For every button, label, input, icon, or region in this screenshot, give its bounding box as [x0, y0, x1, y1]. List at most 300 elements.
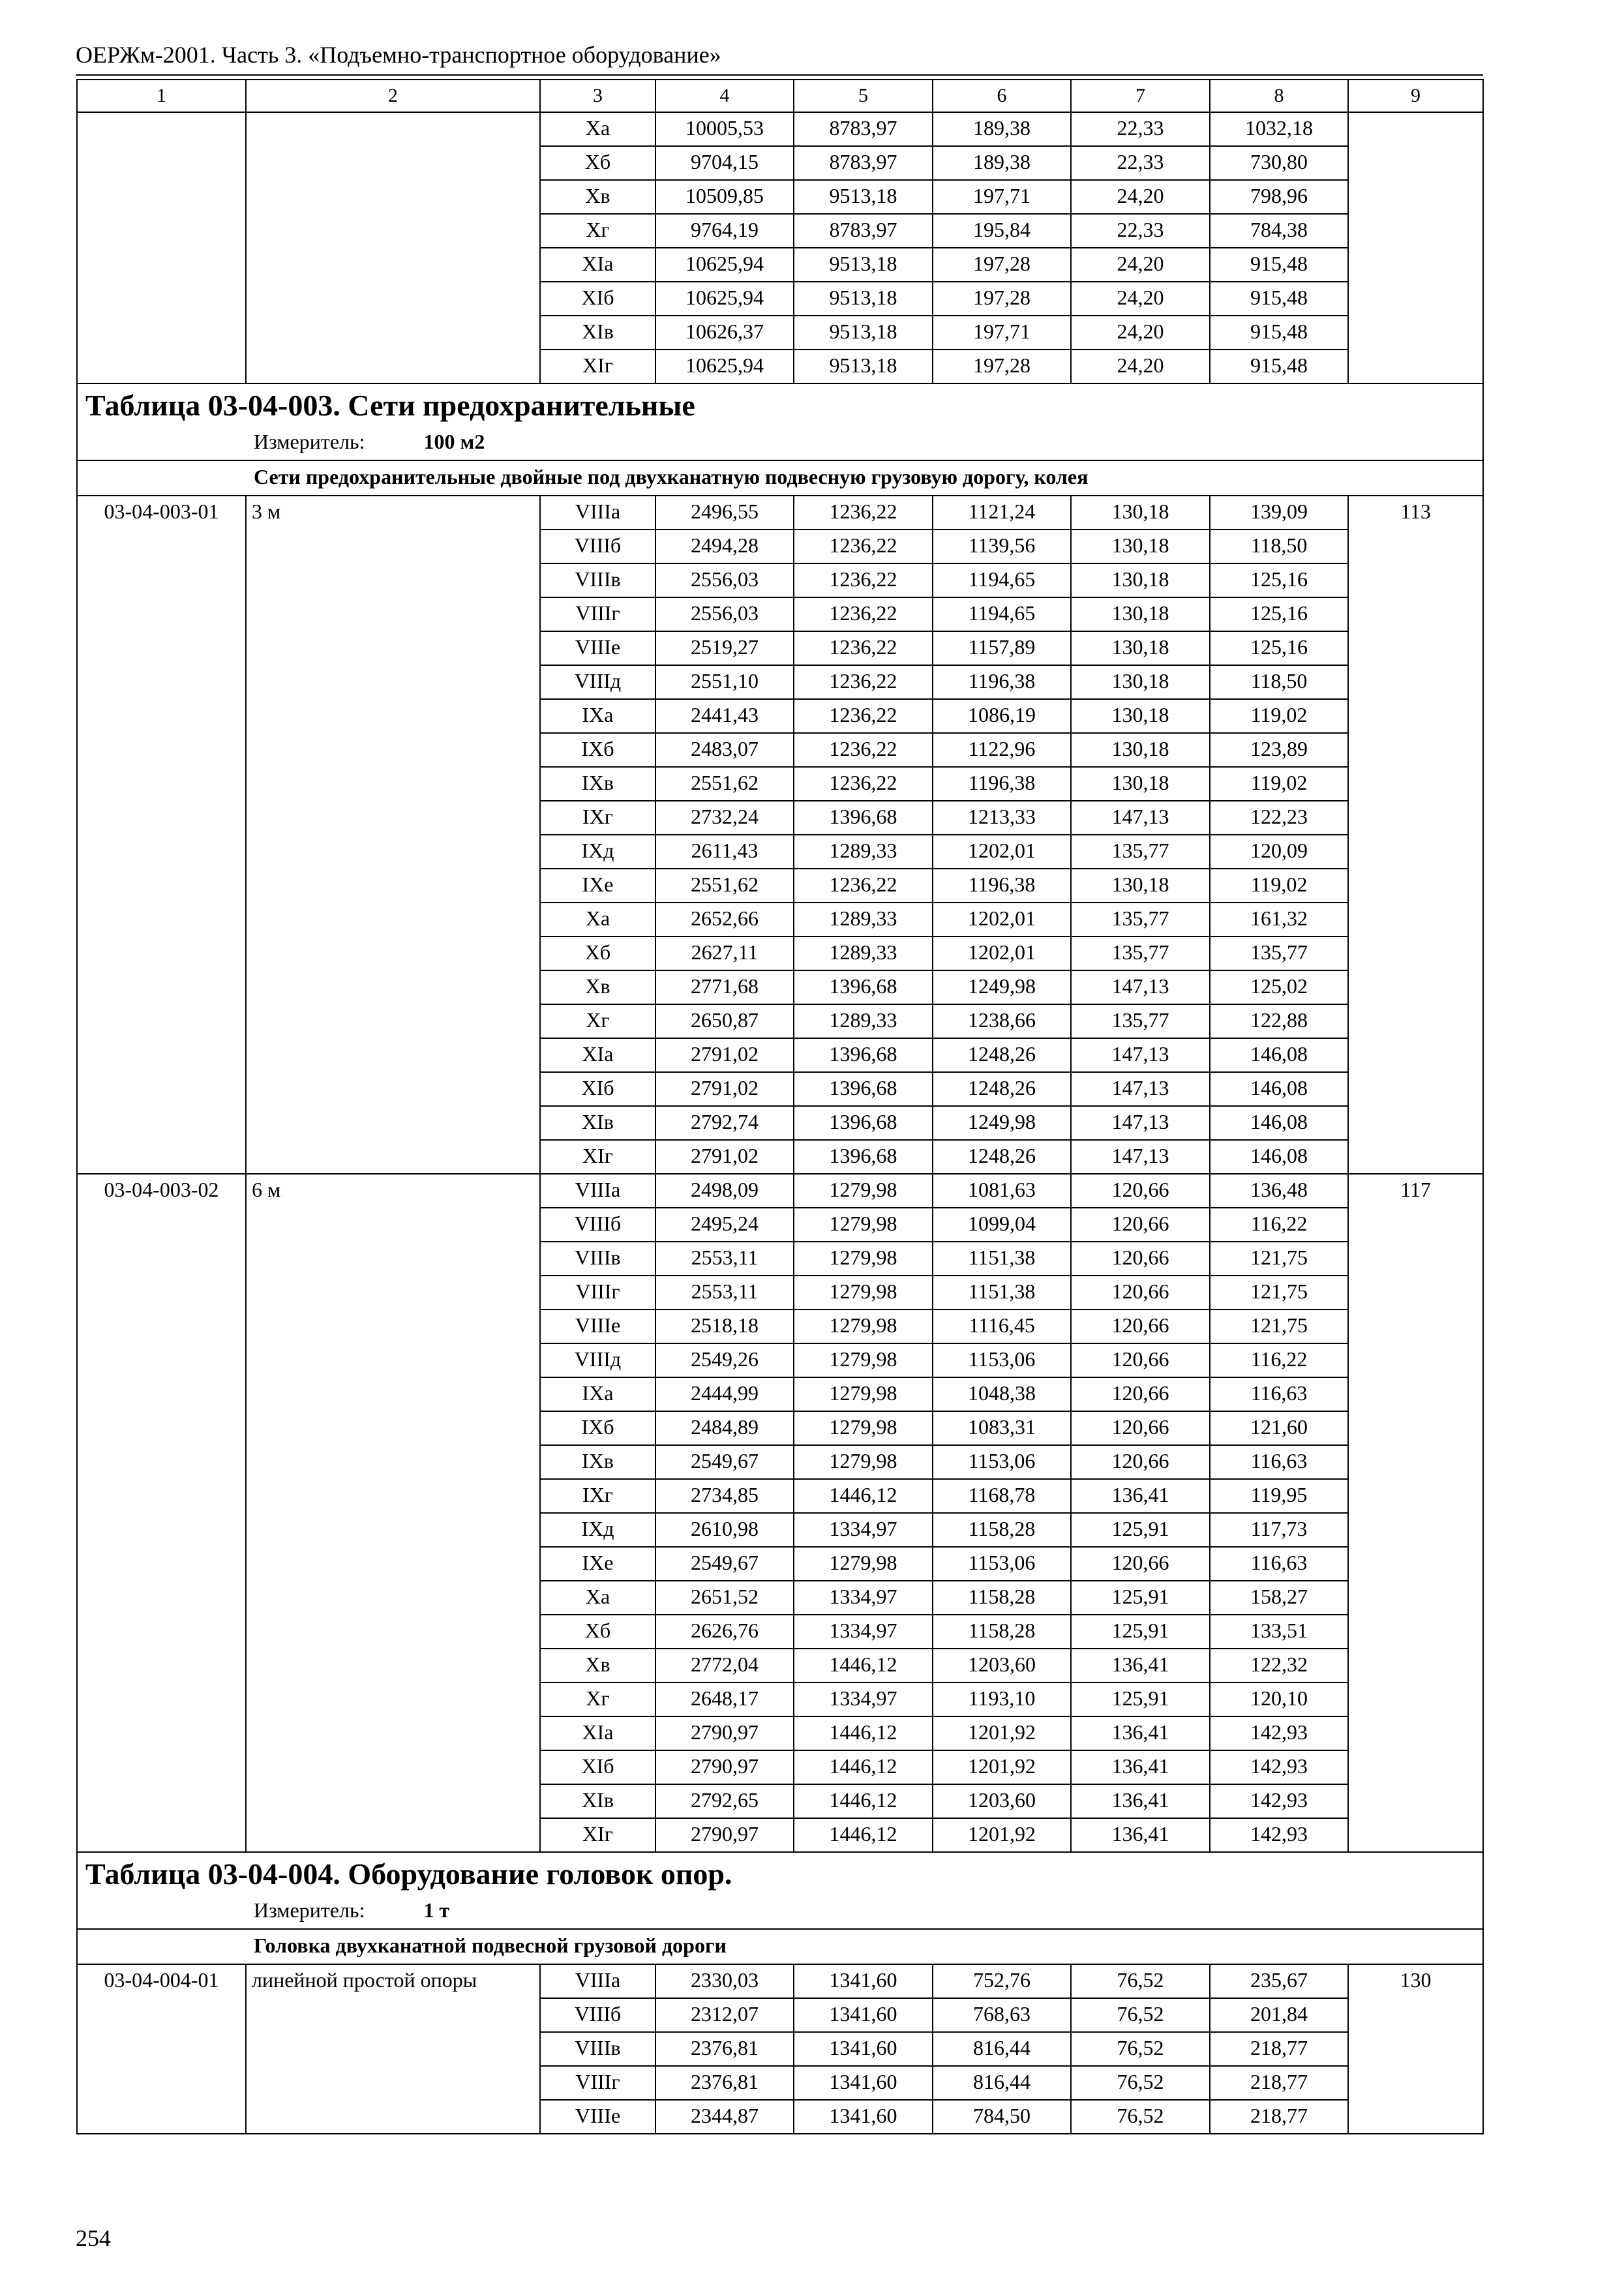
value-cell: 197,71: [933, 180, 1071, 214]
value-cell: 1279,98: [794, 1343, 933, 1377]
value-cell: 2790,97: [655, 1716, 794, 1750]
value-cell: 8783,97: [794, 146, 933, 180]
table-title: Таблица 03-04-003. Сети предохранительные: [77, 383, 1483, 426]
value-cell: 2556,03: [655, 563, 794, 597]
value-cell: 146,08: [1210, 1106, 1348, 1140]
value-cell: 2734,85: [655, 1479, 794, 1513]
value-cell: 1048,38: [933, 1377, 1071, 1411]
value-cell: 1158,28: [933, 1615, 1071, 1649]
value-cell: 130,18: [1071, 869, 1210, 903]
value-cell: 2494,28: [655, 530, 794, 563]
value-cell: 146,08: [1210, 1140, 1348, 1174]
value-cell: 136,41: [1071, 1649, 1210, 1683]
value-cell: 118,50: [1210, 665, 1348, 699]
value-cell: 9513,18: [794, 282, 933, 316]
value-cell: 9704,15: [655, 146, 794, 180]
value-cell: 130,18: [1071, 699, 1210, 733]
value-cell: 22,33: [1071, 214, 1210, 248]
value-cell: 2376,81: [655, 2066, 794, 2100]
column-number: 4: [655, 80, 794, 112]
value-cell: 730,80: [1210, 146, 1348, 180]
value-cell: 76,52: [1071, 2066, 1210, 2100]
value-cell: 8783,97: [794, 214, 933, 248]
value-cell: 2518,18: [655, 1309, 794, 1343]
value-cell: 1334,97: [794, 1615, 933, 1649]
value-cell: 2483,07: [655, 733, 794, 767]
zone-cell: Xа: [540, 112, 655, 146]
value-cell: 1446,12: [794, 1649, 933, 1683]
zone-cell: Xб: [540, 146, 655, 180]
value-cell: 1196,38: [933, 869, 1071, 903]
value-cell: 197,28: [933, 248, 1071, 282]
value-cell: 1032,18: [1210, 112, 1348, 146]
zone-cell: VIIIб: [540, 1998, 655, 2032]
table-row: [77, 1964, 1483, 1998]
value-cell: 1099,04: [933, 1208, 1071, 1242]
value-cell: 1236,22: [794, 767, 933, 801]
value-cell: 125,16: [1210, 631, 1348, 665]
value-cell: 136,41: [1071, 1716, 1210, 1750]
zone-cell: VIIIг: [540, 2066, 655, 2100]
value-cell: 1446,12: [794, 1818, 933, 1852]
value-cell: 122,32: [1210, 1649, 1348, 1683]
value-cell: 9513,18: [794, 248, 933, 282]
value-cell: 22,33: [1071, 112, 1210, 146]
value-cell: 816,44: [933, 2032, 1071, 2066]
value-cell: 120,10: [1210, 1683, 1348, 1716]
value-cell: 2495,24: [655, 1208, 794, 1242]
value-cell: 1236,22: [794, 597, 933, 631]
item-col9: 117: [1348, 1174, 1483, 1852]
zone-cell: Xа: [540, 1581, 655, 1615]
item-description: линейной простой опоры: [246, 1964, 540, 2134]
zone-cell: VIIIб: [540, 1208, 655, 1242]
rates-table-body: [77, 80, 1483, 2134]
zone-cell: VIIIв: [540, 2032, 655, 2066]
value-cell: 2790,97: [655, 1818, 794, 1852]
item-description: 3 м: [246, 496, 540, 1174]
value-cell: 1083,31: [933, 1411, 1071, 1445]
value-cell: 2551,62: [655, 869, 794, 903]
unit-label: Измеритель:: [254, 430, 365, 453]
value-cell: 218,77: [1210, 2100, 1348, 2134]
item-col9: 130: [1348, 1964, 1483, 2134]
col9-cell: [1348, 112, 1483, 383]
value-cell: 1157,89: [933, 631, 1071, 665]
value-cell: 2519,27: [655, 631, 794, 665]
value-cell: 116,22: [1210, 1208, 1348, 1242]
zone-cell: IXг: [540, 1479, 655, 1513]
zone-cell: XIб: [540, 1750, 655, 1784]
value-cell: 1151,38: [933, 1242, 1071, 1276]
value-cell: 147,13: [1071, 970, 1210, 1004]
rates-table: [76, 79, 1484, 2134]
value-cell: 2732,24: [655, 801, 794, 835]
value-cell: 1396,68: [794, 1140, 933, 1174]
zone-cell: VIIIа: [540, 496, 655, 530]
value-cell: 1236,22: [794, 631, 933, 665]
value-cell: 1201,92: [933, 1716, 1071, 1750]
value-cell: 1151,38: [933, 1276, 1071, 1309]
value-cell: 1139,56: [933, 530, 1071, 563]
zone-cell: Xг: [540, 214, 655, 248]
value-cell: 2792,74: [655, 1106, 794, 1140]
value-cell: 9513,18: [794, 316, 933, 350]
value-cell: 1158,28: [933, 1513, 1071, 1547]
value-cell: 119,02: [1210, 767, 1348, 801]
value-cell: 130,18: [1071, 733, 1210, 767]
zone-cell: XIв: [540, 316, 655, 350]
value-cell: 1236,22: [794, 665, 933, 699]
value-cell: 1203,60: [933, 1649, 1071, 1683]
value-cell: 1121,24: [933, 496, 1071, 530]
value-cell: 9513,18: [794, 350, 933, 383]
value-cell: 1249,98: [933, 1106, 1071, 1140]
value-cell: 130,18: [1071, 665, 1210, 699]
value-cell: 116,63: [1210, 1547, 1348, 1581]
unit-cell: [77, 1894, 1483, 1929]
value-cell: 1334,97: [794, 1581, 933, 1615]
subtitle-row: [77, 1929, 1483, 1964]
value-cell: 1396,68: [794, 1038, 933, 1072]
value-cell: 2650,87: [655, 1004, 794, 1038]
value-cell: 1446,12: [794, 1479, 933, 1513]
value-cell: 1289,33: [794, 903, 933, 936]
zone-cell: XIа: [540, 1038, 655, 1072]
value-cell: 1289,33: [794, 936, 933, 970]
value-cell: 1122,96: [933, 733, 1071, 767]
value-cell: 2344,87: [655, 2100, 794, 2134]
value-cell: 1396,68: [794, 1072, 933, 1106]
zone-cell: VIIIг: [540, 597, 655, 631]
value-cell: 10005,53: [655, 112, 794, 146]
value-cell: 1341,60: [794, 1964, 933, 1998]
column-number: 3: [540, 80, 655, 112]
value-cell: 2791,02: [655, 1038, 794, 1072]
value-cell: 1236,22: [794, 530, 933, 563]
value-cell: 768,63: [933, 1998, 1071, 2032]
column-number: 9: [1348, 80, 1483, 112]
zone-cell: VIIIе: [540, 2100, 655, 2134]
value-cell: 1334,97: [794, 1513, 933, 1547]
value-cell: 24,20: [1071, 248, 1210, 282]
item-code: 03-04-004-01: [77, 1964, 246, 2134]
zone-cell: XIа: [540, 1716, 655, 1750]
value-cell: 130,18: [1071, 767, 1210, 801]
value-cell: 1086,19: [933, 699, 1071, 733]
value-cell: 1116,45: [933, 1309, 1071, 1343]
value-cell: 130,18: [1071, 631, 1210, 665]
value-cell: 147,13: [1071, 1140, 1210, 1174]
value-cell: 2441,43: [655, 699, 794, 733]
zone-cell: Xв: [540, 970, 655, 1004]
value-cell: 147,13: [1071, 1038, 1210, 1072]
value-cell: 147,13: [1071, 1072, 1210, 1106]
zone-cell: XIб: [540, 1072, 655, 1106]
value-cell: 1279,98: [794, 1242, 933, 1276]
value-cell: 2652,66: [655, 903, 794, 936]
value-cell: 1279,98: [794, 1309, 933, 1343]
zone-cell: IXа: [540, 699, 655, 733]
column-number: 1: [77, 80, 246, 112]
value-cell: 2627,11: [655, 936, 794, 970]
zone-cell: IXб: [540, 733, 655, 767]
value-cell: 146,08: [1210, 1072, 1348, 1106]
value-cell: 915,48: [1210, 316, 1348, 350]
value-cell: 2553,11: [655, 1242, 794, 1276]
value-cell: 119,02: [1210, 869, 1348, 903]
value-cell: 2610,98: [655, 1513, 794, 1547]
value-cell: 136,41: [1071, 1479, 1210, 1513]
value-cell: 76,52: [1071, 1964, 1210, 1998]
value-cell: 2791,02: [655, 1140, 794, 1174]
value-cell: 10625,94: [655, 350, 794, 383]
value-cell: 120,66: [1071, 1377, 1210, 1411]
value-cell: 123,89: [1210, 733, 1348, 767]
value-cell: 1236,22: [794, 869, 933, 903]
value-cell: 197,28: [933, 350, 1071, 383]
value-cell: 2626,76: [655, 1615, 794, 1649]
zone-cell: VIIIв: [540, 1242, 655, 1276]
value-cell: 1279,98: [794, 1208, 933, 1242]
item-description: 6 м: [246, 1174, 540, 1852]
value-cell: 10626,37: [655, 316, 794, 350]
value-cell: 116,22: [1210, 1343, 1348, 1377]
value-cell: 1168,78: [933, 1479, 1071, 1513]
value-cell: 1248,26: [933, 1038, 1071, 1072]
column-number: 7: [1071, 80, 1210, 112]
value-cell: 121,75: [1210, 1276, 1348, 1309]
zone-cell: IXв: [540, 767, 655, 801]
value-cell: 2651,52: [655, 1581, 794, 1615]
table-row: [77, 112, 1483, 146]
zone-cell: IXб: [540, 1411, 655, 1445]
value-cell: 2556,03: [655, 597, 794, 631]
value-cell: 135,77: [1071, 903, 1210, 936]
value-cell: 201,84: [1210, 1998, 1348, 2032]
value-cell: 76,52: [1071, 1998, 1210, 2032]
value-cell: 816,44: [933, 2066, 1071, 2100]
column-number-row: [77, 80, 1483, 112]
value-cell: 125,16: [1210, 597, 1348, 631]
value-cell: 24,20: [1071, 282, 1210, 316]
value-cell: 2611,43: [655, 835, 794, 869]
value-cell: 1196,38: [933, 767, 1071, 801]
value-cell: 2771,68: [655, 970, 794, 1004]
value-cell: 120,66: [1071, 1411, 1210, 1445]
value-cell: 915,48: [1210, 350, 1348, 383]
value-cell: 116,63: [1210, 1445, 1348, 1479]
value-cell: 1194,65: [933, 597, 1071, 631]
value-cell: 218,77: [1210, 2066, 1348, 2100]
value-cell: 235,67: [1210, 1964, 1348, 1998]
value-cell: 121,60: [1210, 1411, 1348, 1445]
value-cell: 1396,68: [794, 801, 933, 835]
value-cell: 1236,22: [794, 733, 933, 767]
value-cell: 1334,97: [794, 1683, 933, 1716]
page-header: ОЕРЖм-2001. Часть 3. «Подъемно-транспортное оборудование»: [76, 42, 721, 68]
value-cell: 120,66: [1071, 1547, 1210, 1581]
value-cell: 2790,97: [655, 1750, 794, 1784]
zone-cell: VIIIе: [540, 631, 655, 665]
zone-cell: Xа: [540, 903, 655, 936]
value-cell: 1193,10: [933, 1683, 1071, 1716]
zone-cell: Xб: [540, 1615, 655, 1649]
zone-cell: IXг: [540, 801, 655, 835]
value-cell: 136,41: [1071, 1750, 1210, 1784]
value-cell: 125,91: [1071, 1615, 1210, 1649]
value-cell: 1213,33: [933, 801, 1071, 835]
value-cell: 1396,68: [794, 1106, 933, 1140]
value-cell: 142,93: [1210, 1750, 1348, 1784]
value-cell: 122,88: [1210, 1004, 1348, 1038]
value-cell: 125,91: [1071, 1581, 1210, 1615]
value-cell: 1279,98: [794, 1411, 933, 1445]
value-cell: 798,96: [1210, 180, 1348, 214]
value-cell: 1248,26: [933, 1072, 1071, 1106]
value-cell: 135,77: [1071, 835, 1210, 869]
zone-cell: Xб: [540, 936, 655, 970]
zone-cell: Xг: [540, 1683, 655, 1716]
value-cell: 120,66: [1071, 1343, 1210, 1377]
item-col9: 113: [1348, 496, 1483, 1174]
value-cell: 1203,60: [933, 1784, 1071, 1818]
value-cell: 218,77: [1210, 2032, 1348, 2066]
value-cell: 1202,01: [933, 835, 1071, 869]
value-cell: 120,66: [1071, 1242, 1210, 1276]
value-cell: 142,93: [1210, 1784, 1348, 1818]
value-cell: 197,28: [933, 282, 1071, 316]
column-number: 2: [246, 80, 540, 112]
table-row: [77, 1174, 1483, 1208]
value-cell: 119,02: [1210, 699, 1348, 733]
value-cell: 1201,92: [933, 1818, 1071, 1852]
zone-cell: XIв: [540, 1784, 655, 1818]
zone-cell: XIб: [540, 282, 655, 316]
value-cell: 1196,38: [933, 665, 1071, 699]
value-cell: 2791,02: [655, 1072, 794, 1106]
value-cell: 2648,17: [655, 1683, 794, 1716]
value-cell: 1279,98: [794, 1547, 933, 1581]
value-cell: 117,73: [1210, 1513, 1348, 1547]
zone-cell: Xг: [540, 1004, 655, 1038]
value-cell: 136,41: [1071, 1818, 1210, 1852]
value-cell: 1158,28: [933, 1581, 1071, 1615]
value-cell: 142,93: [1210, 1818, 1348, 1852]
value-cell: 10625,94: [655, 248, 794, 282]
unit-row: [77, 1894, 1483, 1929]
zone-cell: VIIIа: [540, 1964, 655, 1998]
value-cell: 139,09: [1210, 496, 1348, 530]
value-cell: 915,48: [1210, 282, 1348, 316]
page-number: 254: [76, 2225, 111, 2251]
value-cell: 2496,55: [655, 496, 794, 530]
value-cell: 147,13: [1071, 801, 1210, 835]
value-cell: 1153,06: [933, 1445, 1071, 1479]
value-cell: 120,66: [1071, 1445, 1210, 1479]
value-cell: 2484,89: [655, 1411, 794, 1445]
zone-cell: XIг: [540, 1140, 655, 1174]
value-cell: 1238,66: [933, 1004, 1071, 1038]
value-cell: 135,77: [1210, 936, 1348, 970]
value-cell: 10625,94: [655, 282, 794, 316]
value-cell: 2498,09: [655, 1174, 794, 1208]
value-cell: 784,50: [933, 2100, 1071, 2134]
value-cell: 130,18: [1071, 496, 1210, 530]
value-cell: 120,66: [1071, 1309, 1210, 1343]
value-cell: 24,20: [1071, 350, 1210, 383]
value-cell: 121,75: [1210, 1309, 1348, 1343]
value-cell: 189,38: [933, 146, 1071, 180]
value-cell: 2330,03: [655, 1964, 794, 1998]
item-code: 03-04-003-02: [77, 1174, 246, 1852]
value-cell: 133,51: [1210, 1615, 1348, 1649]
value-cell: 1236,22: [794, 496, 933, 530]
value-cell: 1279,98: [794, 1377, 933, 1411]
value-cell: 121,75: [1210, 1242, 1348, 1276]
value-cell: 9764,19: [655, 214, 794, 248]
value-cell: 2444,99: [655, 1377, 794, 1411]
value-cell: 76,52: [1071, 2100, 1210, 2134]
value-cell: 915,48: [1210, 248, 1348, 282]
value-cell: 10509,85: [655, 180, 794, 214]
value-cell: 784,38: [1210, 214, 1348, 248]
value-cell: 1341,60: [794, 2100, 933, 2134]
value-cell: 1279,98: [794, 1276, 933, 1309]
value-cell: 189,38: [933, 112, 1071, 146]
code-cell: [77, 112, 246, 383]
column-number: 6: [933, 80, 1071, 112]
table-subtitle: Головка двухканатной подвесной грузовой дороги: [77, 1929, 1483, 1964]
value-cell: 158,27: [1210, 1581, 1348, 1615]
zone-cell: XIг: [540, 350, 655, 383]
value-cell: 1446,12: [794, 1784, 933, 1818]
zone-cell: IXе: [540, 869, 655, 903]
item-code: 03-04-003-01: [77, 496, 246, 1174]
value-cell: 119,95: [1210, 1479, 1348, 1513]
zone-cell: IXд: [540, 1513, 655, 1547]
value-cell: 135,77: [1071, 936, 1210, 970]
value-cell: 2551,10: [655, 665, 794, 699]
value-cell: 1396,68: [794, 970, 933, 1004]
zone-cell: XIг: [540, 1818, 655, 1852]
value-cell: 24,20: [1071, 180, 1210, 214]
value-cell: 125,16: [1210, 563, 1348, 597]
value-cell: 135,77: [1071, 1004, 1210, 1038]
value-cell: 120,66: [1071, 1208, 1210, 1242]
value-cell: 2772,04: [655, 1649, 794, 1683]
zone-cell: VIIIб: [540, 530, 655, 563]
value-cell: 1446,12: [794, 1750, 933, 1784]
unit-value: 1 т: [423, 1898, 450, 1922]
unit-value: 100 м2: [423, 430, 485, 453]
value-cell: 1341,60: [794, 2066, 933, 2100]
zone-cell: VIIIв: [540, 563, 655, 597]
value-cell: 1289,33: [794, 1004, 933, 1038]
column-number: 5: [794, 80, 933, 112]
value-cell: 1153,06: [933, 1547, 1071, 1581]
value-cell: 116,63: [1210, 1377, 1348, 1411]
value-cell: 146,08: [1210, 1038, 1348, 1072]
unit-label: Измеритель:: [254, 1898, 365, 1922]
value-cell: 1236,22: [794, 699, 933, 733]
value-cell: 22,33: [1071, 146, 1210, 180]
zone-cell: Xв: [540, 180, 655, 214]
value-cell: 2549,67: [655, 1547, 794, 1581]
value-cell: 76,52: [1071, 2032, 1210, 2066]
value-cell: 130,18: [1071, 597, 1210, 631]
value-cell: 197,71: [933, 316, 1071, 350]
